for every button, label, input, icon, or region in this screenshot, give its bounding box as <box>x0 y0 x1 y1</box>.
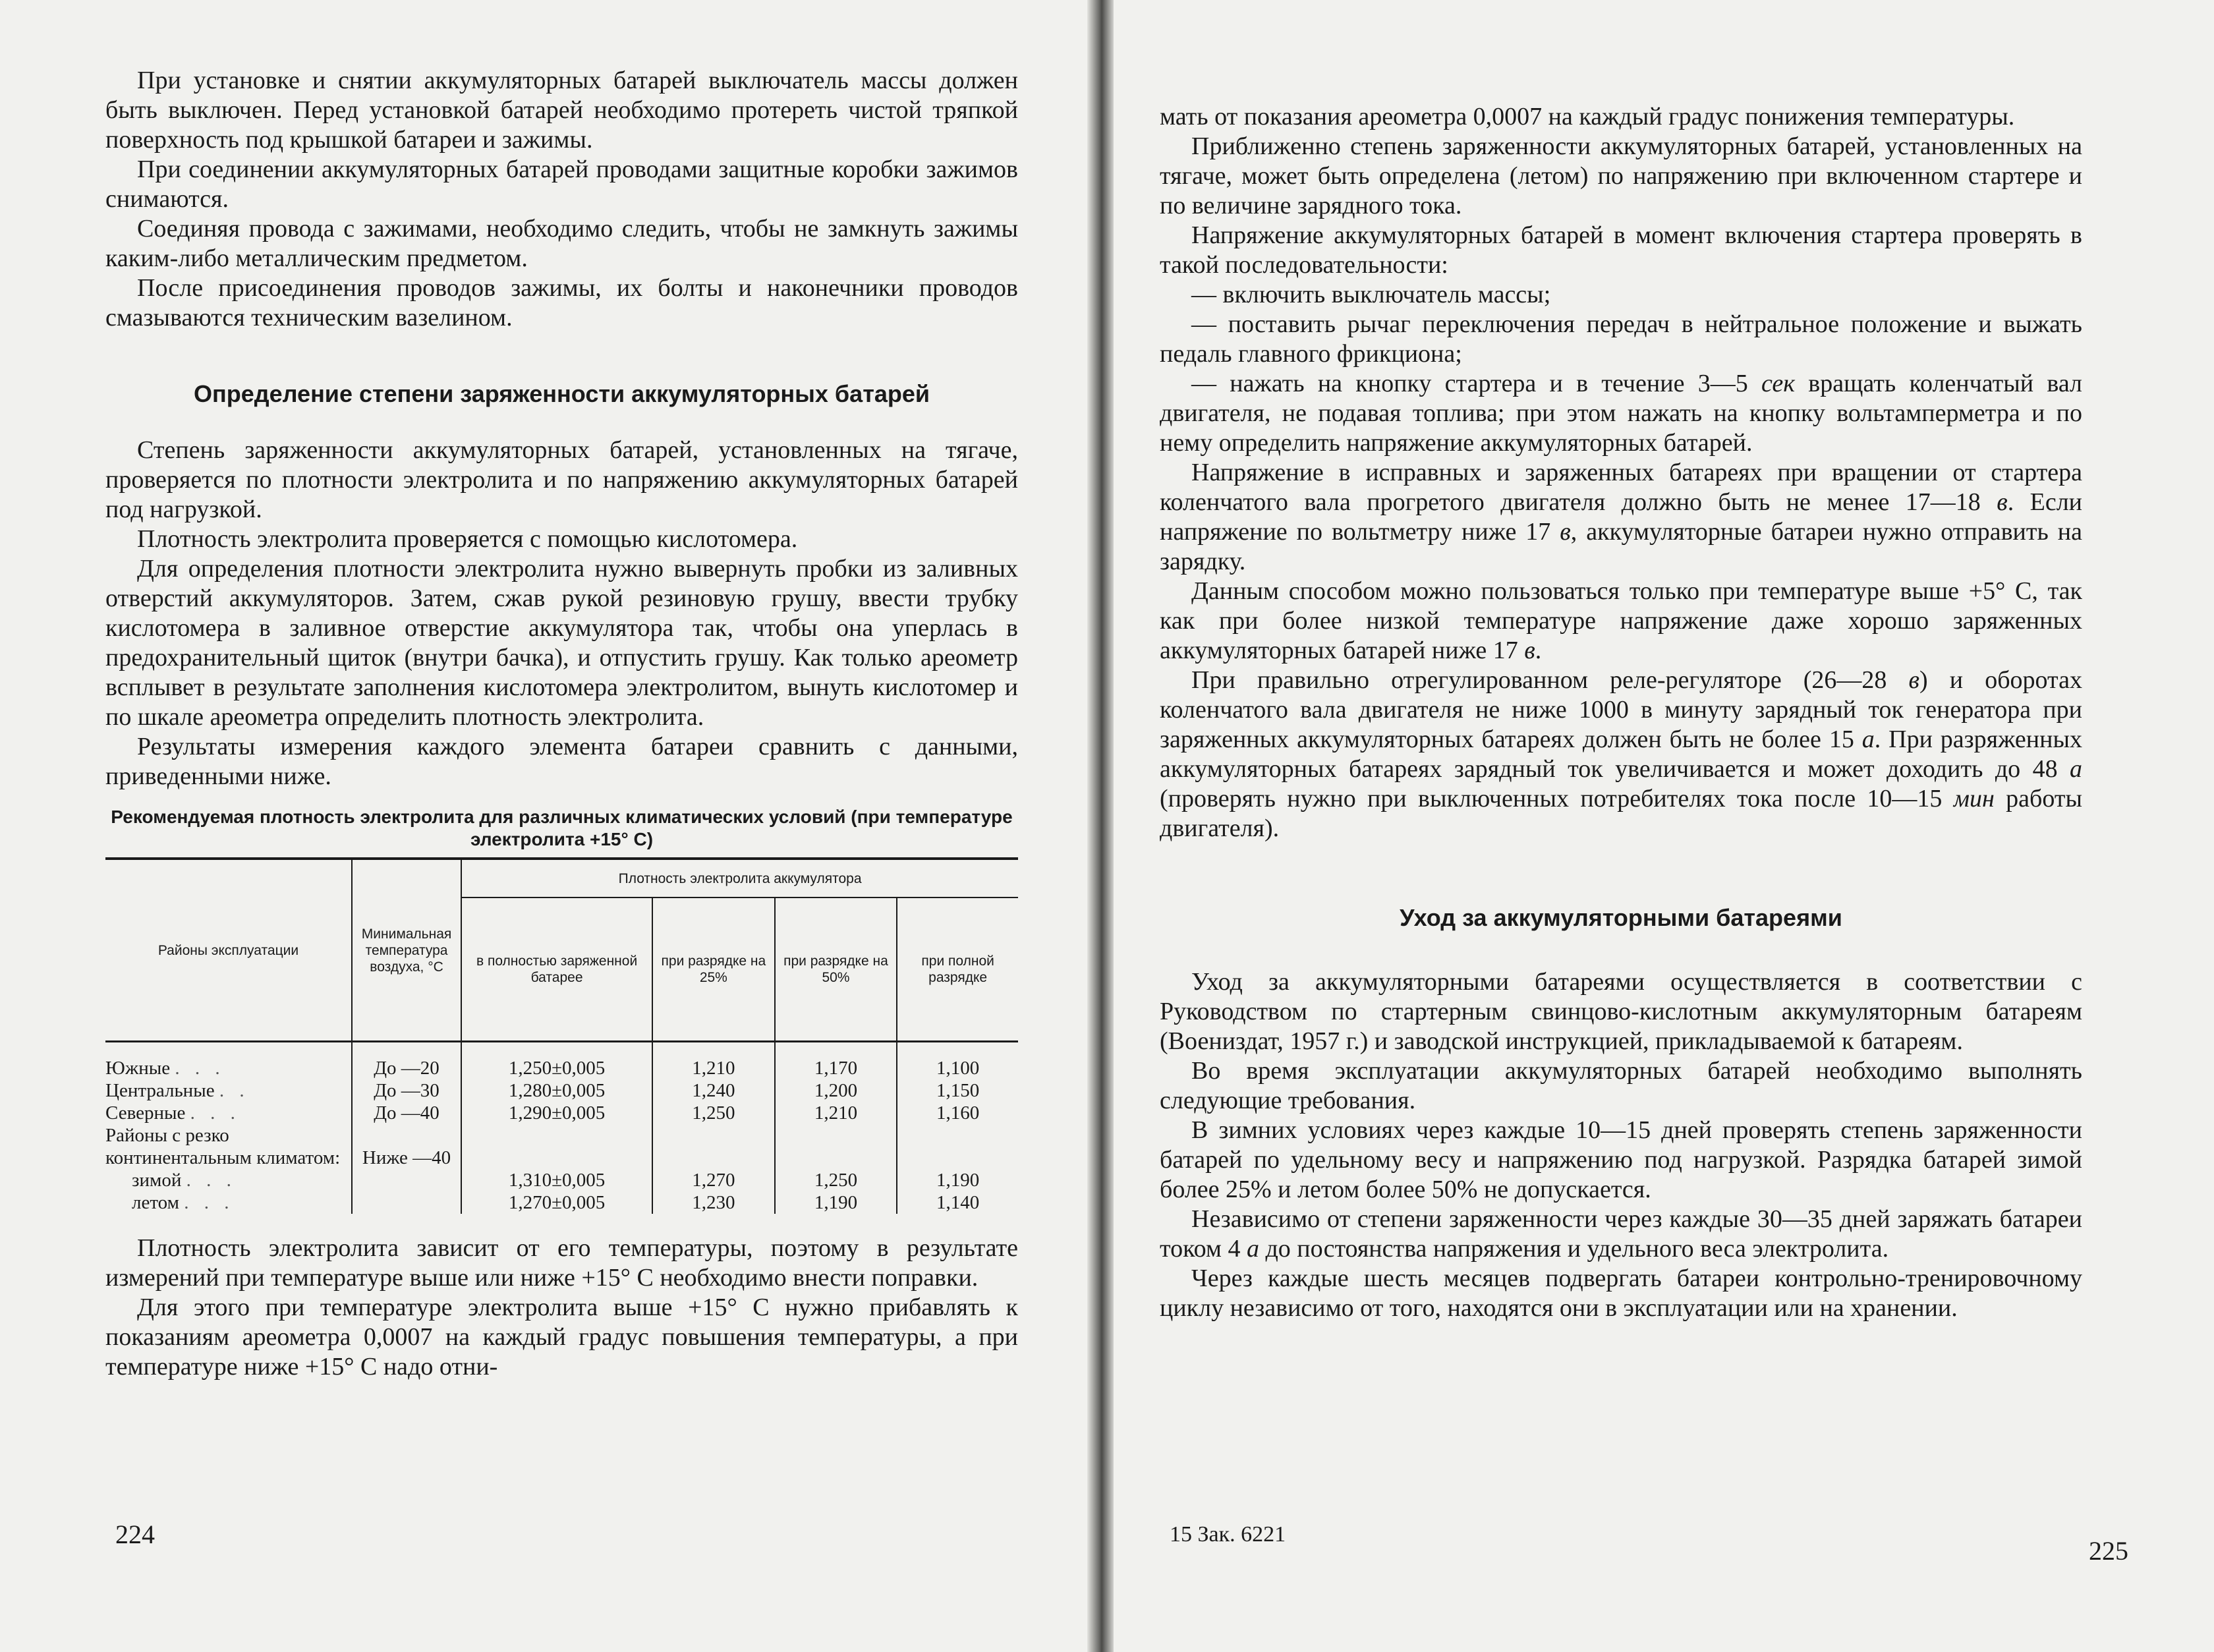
paragraph: Для определения плотности электролита нужно вывернуть пробки из заливных отверстий аккумуляторов. Затем, сжав рукой резиновую грушу, ввести трубку кислотомера в заливное отверстие аккумулятора так, чтобы она уперлась в предохранительный щиток (внутри бачка), и отпустить грушу. Как только ареометр всплывет в результате заполнения кислотомера электролитом, вынуть кислотомер и по шкале ареометра определить плотность электролита. <box>105 555 1018 731</box>
table-row: зимой . . . 1,310±0,005 1,270 1,250 1,190 <box>105 1169 1018 1191</box>
page-number: 225 <box>2089 1536 2128 1566</box>
paragraph: Степень заряженности аккумуляторных батарей, установленных на тягаче, проверяется по плотности электролита и по напряжению аккумуляторных батарей под нагрузкой. <box>105 436 1018 523</box>
density-25-cell: 1,250 <box>652 1102 775 1124</box>
paragraph: При установке и снятии аккумуляторных батарей выключатель массы должен быть выключен. Перед установкой батарей необходимо протереть чистой тряпкой поверхность под крышкой батареи и зажимы. <box>105 67 1018 154</box>
temp-cell: До —30 <box>352 1079 461 1102</box>
paragraph: Плотность электролита зависит от его температуры, поэтому в результате измерений при температуре выше или ниже +15° С необходимо внести поправки. <box>105 1234 1018 1292</box>
list-item: — нажать на кнопку стартера и в течение 3—5 сек вращать коленчатый вал двигателя, не подавая топлива; при этом нажать на кнопку вольтамперметра и по нему определить напряжение аккумуляторных батарей. <box>1160 370 2082 457</box>
paragraph: После присоединения проводов зажимы, их болты и наконечники проводов смазываются техническим вазелином. <box>105 274 1018 331</box>
density-50-cell: 1,200 <box>775 1079 897 1102</box>
table-row: Центральные . . До —30 1,280±0,005 1,240 1,200 1,150 <box>105 1079 1018 1102</box>
temp-cell: До —40 <box>352 1102 461 1124</box>
density-complete-cell: 1,190 <box>897 1169 1018 1191</box>
col-full-header: в полностью заряженной батарее <box>461 897 652 1042</box>
book-gutter <box>1087 0 1114 1652</box>
right-page <box>1114 0 2214 1652</box>
section-heading: Уход за аккумуляторными батареями <box>1400 904 1842 931</box>
printer-order-mark: 15 Зак. 6221 <box>1170 1522 1286 1547</box>
table-caption: Рекомендуемая плотность электролита для различных климатических условий (при температуре электролита +15° С) <box>111 807 1013 849</box>
paragraph: Приближенно степень заряженности аккумуляторных батарей, установленных на тягаче, может быть определена (летом) по напряжению при включенном стартере и по величине зарядного тока. <box>1160 132 2082 219</box>
density-complete-cell: 1,160 <box>897 1102 1018 1124</box>
region-cell: Южные <box>105 1058 171 1079</box>
col-50-header: при разрядке на 50% <box>775 897 897 1042</box>
col-group-header: Плотность электролита аккумулятора <box>461 859 1018 897</box>
paragraph: Результаты измерения каждого элемента батареи сравнить с данными, приведенными ниже. <box>105 733 1018 790</box>
list-item: — включить выключатель массы; <box>1191 281 1551 308</box>
section-heading: Определение степени заряженности аккумуляторных батарей <box>194 380 930 407</box>
electrolyte-density-table <box>105 857 1018 1214</box>
density-25-cell: 1,240 <box>652 1079 775 1102</box>
region-cell: Северные <box>105 1102 186 1124</box>
paragraph: При правильно отрегулированном реле-регуляторе (26—28 в) и оборотах коленчатого вала двигателя не ниже 1000 в минуту зарядный ток генератора при заряженных аккумуляторных батареях должен быть не более 15 а. При разряженных аккумуляторных батареях зарядный ток увеличивается и может доходить до 48 а (проверять нужно при выключенных потребителях тока после 10—15 мин работы двигателя). <box>1160 666 2082 842</box>
col-complete-header: при полной разрядке <box>897 897 1018 1042</box>
region-cell: летом <box>132 1192 179 1213</box>
table-row: летом . . . 1,270±0,005 1,230 1,190 1,140 <box>105 1191 1018 1214</box>
density-full-cell: 1,250±0,005 <box>461 1057 652 1079</box>
paragraph: Для этого при температуре электролита выше +15° С нужно прибавлять к показаниям ареометра 0,0007 на каждый градус повышения температуры, а при температуре ниже +15° С надо отни- <box>105 1294 1018 1381</box>
paragraph: Плотность электролита проверяется с помощью кислотомера. <box>137 525 798 553</box>
paragraph: Напряжение аккумуляторных батарей в момент включения стартера проверять в такой последовательности: <box>1160 221 2082 279</box>
region-cell: зимой <box>132 1170 182 1191</box>
table-row: Северные . . . До —40 1,290±0,005 1,250 1,210 1,160 <box>105 1102 1018 1124</box>
temp-cell: Ниже —40 <box>352 1124 461 1169</box>
col-25-header: при разрядке на 25% <box>652 897 775 1042</box>
density-25-cell: 1,230 <box>652 1191 775 1214</box>
right-text-column <box>1160 102 2082 1323</box>
density-full-cell: 1,280±0,005 <box>461 1079 652 1102</box>
list-item: — поставить рычаг переключения передач в нейтральное положение и выжать педаль главного фрикциона; <box>1160 310 2082 368</box>
paragraph: Данным способом можно пользоваться только при температуре выше +5° С, так как при более низкой температуре напряжение даже хорошо заряженных аккумуляторных батарей ниже 17 в. <box>1160 577 2082 664</box>
region-cell: Центральные <box>105 1080 215 1101</box>
paragraph: В зимних условиях через каждые 10—15 дней проверять степень заряженности батарей по удельному весу и напряжению под нагрузкой. Разрядка батарей зимой более 25% и летом более 50% не допускается. <box>1160 1116 2082 1203</box>
density-full-cell: 1,270±0,005 <box>461 1191 652 1214</box>
paragraph: Через каждые шесть месяцев подвергать батареи контрольно-тренировочному циклу независимо от того, находятся они в эксплуатации или на хранении. <box>1160 1265 2082 1322</box>
col-min-temp-header: Минимальная температура воздуха, °С <box>352 859 461 1042</box>
density-full-cell: 1,290±0,005 <box>461 1102 652 1124</box>
table-row <box>105 1124 1018 1169</box>
density-50-cell: 1,190 <box>775 1191 897 1214</box>
table-row: Южные . . . До —20 1,250±0,005 1,210 1,170 1,100 <box>105 1057 1018 1079</box>
density-50-cell: 1,210 <box>775 1102 897 1124</box>
paragraph: Независимо от степени заряженности через каждые 30—35 дней заряжать батареи током 4 а до постоянства напряжения и удельного веса электролита. <box>1160 1205 2082 1263</box>
paragraph: При соединении аккумуляторных батарей проводами защитные коробки зажимов снимаются. <box>105 156 1018 213</box>
density-complete-cell: 1,140 <box>897 1191 1018 1214</box>
temp-cell: До —20 <box>352 1057 461 1079</box>
density-full-cell: 1,310±0,005 <box>461 1169 652 1191</box>
density-complete-cell: 1,100 <box>897 1057 1018 1079</box>
paragraph: Соединяя провода с зажимами, необходимо следить, чтобы не замкнуть зажимы каким-либо металлическим предметом. <box>105 215 1018 272</box>
continental-label: Районы с резко континентальным климатом: <box>105 1125 341 1168</box>
density-complete-cell: 1,150 <box>897 1079 1018 1102</box>
density-25-cell: 1,270 <box>652 1169 775 1191</box>
page-number: 224 <box>115 1520 155 1549</box>
col-region-header: Районы эксплуатации <box>105 859 352 1042</box>
density-25-cell: 1,210 <box>652 1057 775 1079</box>
paragraph: Во время эксплуатации аккумуляторных батарей необходимо выполнять следующие требования. <box>1160 1057 2082 1114</box>
density-50-cell: 1,170 <box>775 1057 897 1079</box>
left-text-column <box>105 66 1018 1382</box>
left-page <box>0 0 1087 1652</box>
paragraph: Уход за аккумуляторными батареями осуществляется в соответствии с Руководством по стартерным свинцово-кислотным аккумуляторным батареям (Воениздат, 1957 г.) и заводской инструкцией, прикладываемой к батареям. <box>1160 968 2082 1055</box>
density-50-cell: 1,250 <box>775 1169 897 1191</box>
paragraph: Напряжение в исправных и заряженных батареях при вращении от стартера коленчатого вала прогретого двигателя должно быть не менее 17—18 в. Если напряжение по вольтметру ниже 17 в, аккумуляторные батареи нужно отправить на зарядку. <box>1160 459 2082 575</box>
paragraph: мать от показания ареометра 0,0007 на каждый градус понижения температуры. <box>1160 103 2015 130</box>
